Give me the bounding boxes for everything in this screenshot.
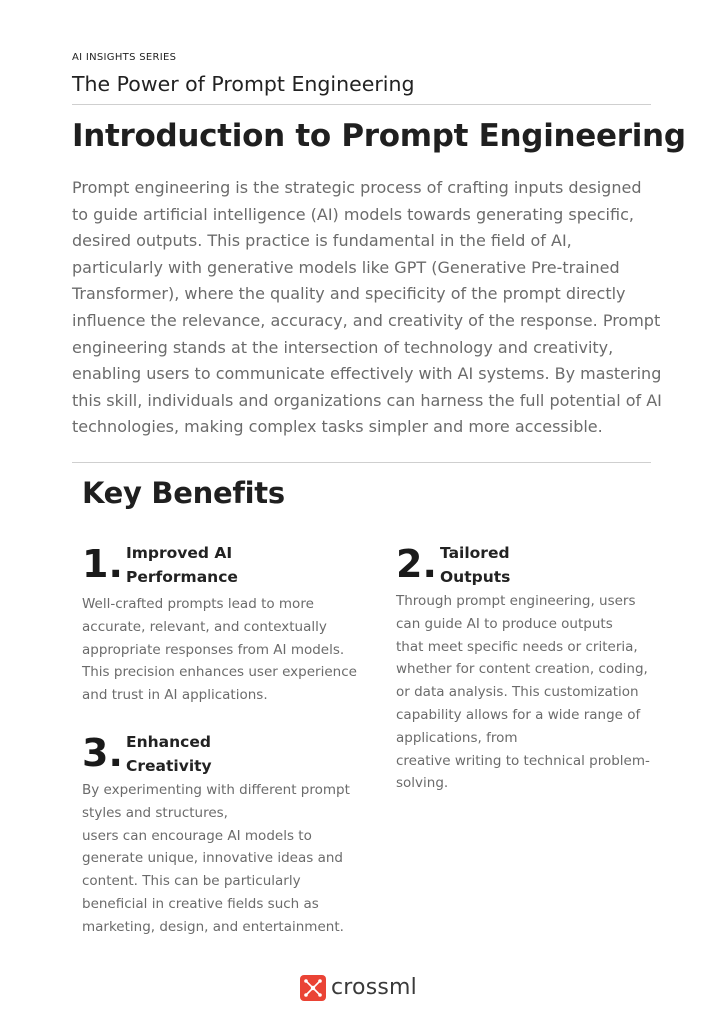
description-line: This precision enhances user experience (82, 664, 357, 681)
description-line: users can encourage AI models to (82, 827, 312, 844)
description-line: or data analysis. This customization (396, 684, 639, 701)
key-benefits-heading: Key Benefits (82, 476, 285, 510)
benefit-title (126, 542, 276, 589)
benefit-number: 3. (82, 731, 123, 775)
header-divider (72, 104, 651, 105)
benefit-number: 1. (82, 542, 123, 586)
intro-section (72, 175, 662, 441)
description-line: solving. (396, 775, 449, 792)
series-label: AI INSIGHTS SERIES (72, 52, 177, 63)
description-line: creative writing to technical problem- (396, 752, 650, 769)
document-subtitle: The Power of Prompt Engineering (72, 72, 415, 96)
benefit-title-line: Tailored (440, 544, 510, 562)
page-title: Introduction to Prompt Engineering (72, 118, 686, 154)
description-line: capability allows for a wide range of (396, 706, 641, 723)
benefit-description (82, 593, 357, 707)
benefit-title-line: Creativity (126, 756, 212, 775)
description-line: By experimenting with different prompt (82, 782, 350, 798)
description-line: content. This can be particularly (82, 873, 301, 890)
benefit-description (82, 779, 350, 939)
crossml-logo-icon (300, 975, 326, 1001)
benefit-title-line: Performance (126, 567, 238, 586)
intro-paragraph: Prompt engineering is the strategic process of crafting inputs designed to guide artificial intelligence (AI) models towards generating specific, desired outputs. This practice is fundamental in the field of AI, particularly with generative models like GPT (Generative Pre-trained Transformer), where the quality and specificity of the prompt directly influence the relevance, accuracy, and creativity of the response. Prompt engineering stands at the intersection of technology and creativity, enabling users to communicate effectively with AI systems. By mastering this skill, individuals and organizations can harness the full potential of AI technologies, making complex tasks simpler and more accessible. (72, 178, 662, 437)
description-line: marketing, design, and entertainment. (82, 918, 344, 935)
description-line: Through prompt engineering, users (396, 593, 636, 609)
description-line: applications, from (396, 729, 518, 746)
benefit-title-line: Outputs (440, 567, 511, 586)
description-line: accurate, relevant, and contextually (82, 618, 327, 635)
description-line: appropriate responses from AI models. (82, 641, 345, 658)
benefit-title (440, 542, 590, 589)
benefit-title-line: Improved AI (126, 544, 233, 562)
benefit-title (126, 731, 276, 778)
description-line: and trust in AI applications. (82, 687, 268, 704)
description-line: whether for content creation, coding, (396, 661, 648, 678)
benefit-description (396, 590, 650, 795)
description-line: generate unique, innovative ideas and (82, 850, 343, 867)
benefit-number: 2. (396, 542, 437, 586)
logo-text: crossml (331, 975, 417, 1000)
crossml-logo (300, 975, 417, 1001)
description-line: Well-crafted prompts lead to more (82, 596, 314, 612)
description-line: beneficial in creative fields such as (82, 895, 319, 912)
section-divider (72, 462, 651, 463)
description-line: can guide AI to produce outputs (396, 615, 613, 632)
description-line: that meet specific needs or criteria, (396, 638, 638, 655)
description-line: styles and structures, (82, 804, 228, 821)
benefit-title-line: Enhanced (126, 733, 211, 751)
